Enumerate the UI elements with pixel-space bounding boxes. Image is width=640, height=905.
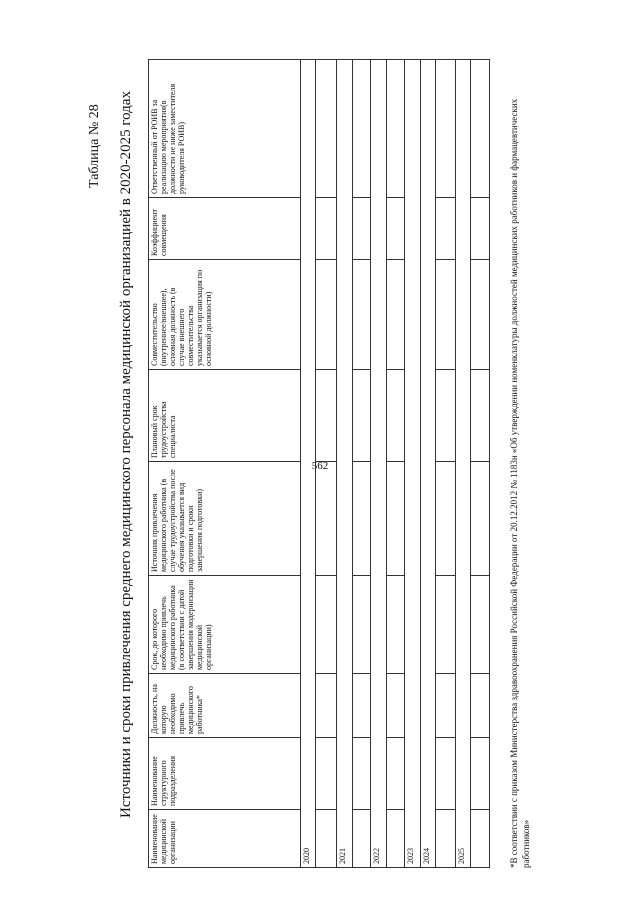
header-cell-responsible: Ответственный от РОИВ за реализацию мероприятия(в должности не ниже заместителя руководителя РОИВ) [149, 60, 301, 198]
year-row [420, 60, 435, 868]
header-cell-unit: Наименование структурного подразделения [149, 738, 301, 810]
document-title: Источники и сроки привлечения среднего медицинского персонала медицинской организацией в 2020-2025 годах [118, 91, 134, 818]
header-cell-org: Наименование медицинской организации [149, 810, 301, 868]
header-cell-source: Источник привлечения медицинского работника (в случае трудоустройства после обучения указывается вид подготовки и сроки завершения подготовки) [149, 462, 301, 576]
year-row [337, 60, 352, 868]
header-cell-coefficient: Коэффициент совмещения [149, 198, 301, 260]
table-caption: Таблица № 28 [87, 104, 102, 188]
year-label: 2020 [300, 60, 315, 868]
sources-table-container [148, 60, 490, 868]
sources-table [148, 59, 490, 868]
year-row [300, 60, 315, 868]
table-row [316, 60, 337, 868]
table-row [436, 60, 456, 868]
year-row [371, 60, 386, 868]
header-cell-position: Должность, на которую необходимо привлечь медицинского работника* [149, 674, 301, 738]
header-cell-planned-date: Плановый срок трудоустройства специалиста [149, 370, 301, 462]
header-row [149, 60, 301, 868]
page-number: 562 [311, 460, 329, 472]
table-row [352, 60, 371, 868]
footnote: *В соответствии с приказом Министерства здравоохранения Российской Федерации от 20.12.2012 № 1183н «Об утверждении номенклатуры должностей медицинских работников и фармацевтических работников» [509, 98, 532, 868]
header-cell-deadline: Срок, до которого необходимо привлечь медицинского работника (в соответствии с датой завершения модернизации медицинской организации) [149, 576, 301, 674]
year-label: 2022 [371, 60, 386, 868]
year-label: 2024 [420, 60, 435, 868]
year-label: 2023 [405, 60, 420, 868]
year-row [405, 60, 420, 868]
year-label: 2025 [455, 60, 470, 868]
table-row [471, 60, 490, 868]
header-cell-part-time: Совместительство (внутреннее/внешнее), основная должность (в случае внешнего совместительства указывается организация по основной должности) [149, 260, 301, 370]
year-label: 2021 [337, 60, 352, 868]
year-row [455, 60, 470, 868]
table-row [386, 60, 405, 868]
